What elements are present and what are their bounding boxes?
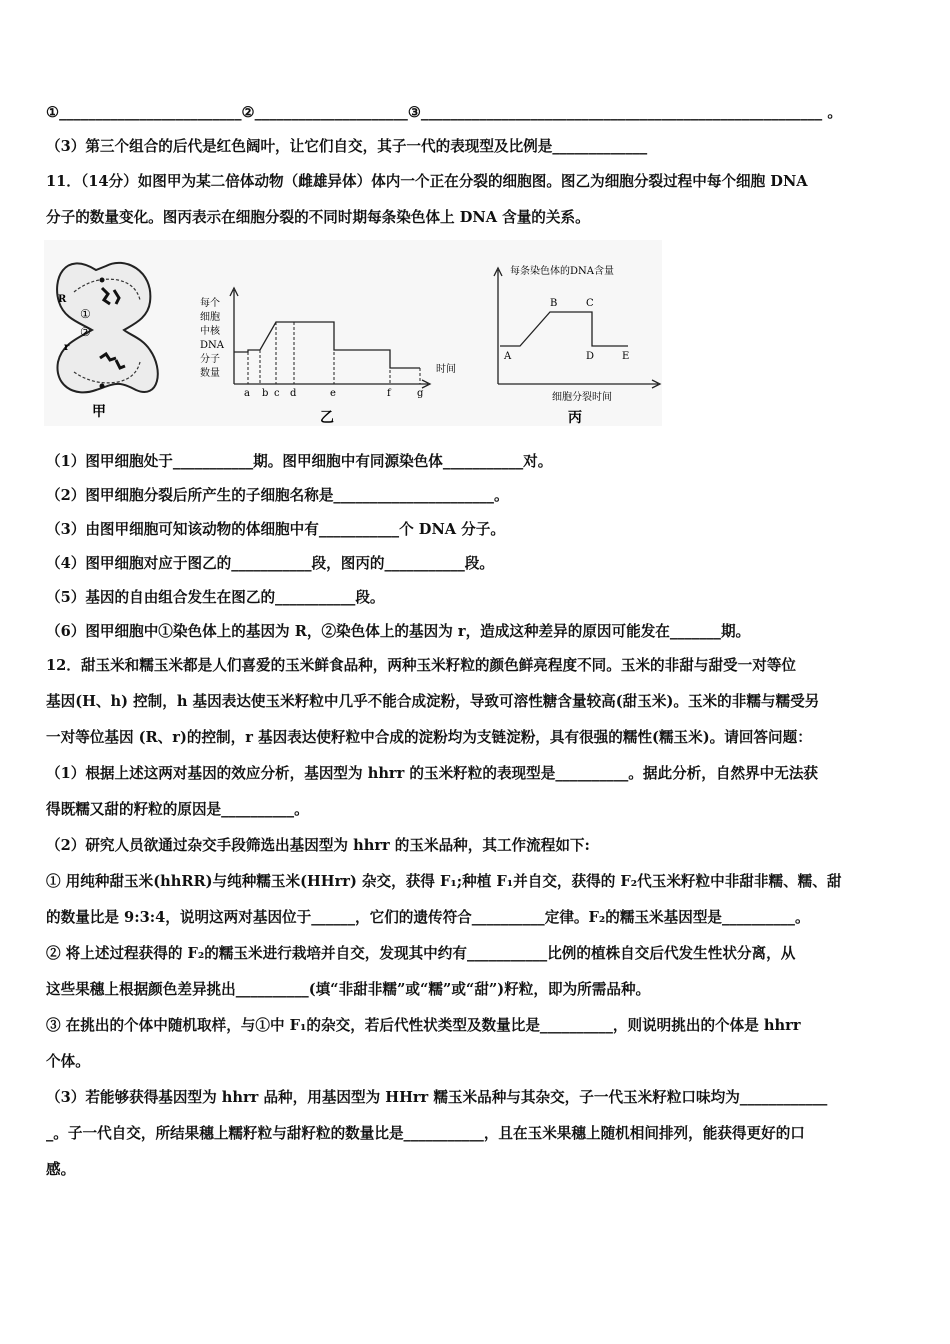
question-11-title: 11．（14分）如图甲为某二倍体动物（雌雄异体）体内一个正在分裂的细胞图。图乙为细胞分裂过程中每个细胞 DNA bbox=[46, 173, 808, 190]
figure-yi-series-line bbox=[234, 322, 420, 368]
figure-yi-xlabel: 时间 bbox=[436, 364, 456, 375]
figure-yi-ylabel: 细胞 bbox=[200, 312, 220, 323]
text-line: ① 用纯种甜玉米(hhRR)与纯种糯玉米(HHrr) 杂交，获得 F₁;种植 F₁并自交，获得的 F₂代玉米籽粒中非甜非糯、糯、甜 bbox=[46, 873, 842, 890]
figure-bing-point: C bbox=[586, 298, 594, 309]
text-line: （4）图甲细胞对应于图乙的___________段，图丙的___________段。 bbox=[46, 555, 494, 572]
text-line: 一对等位基因 (R、r)的控制，r 基因表达使籽粒中合成的淀粉均为支链淀粉，具有很强的糯性(糯玉米)。请回答问题： bbox=[46, 729, 812, 746]
text-line: （1）图甲细胞处于___________期。图甲细胞中有同源染色体___________对。 bbox=[46, 453, 553, 470]
text-line: ② 将上述过程获得的 F₂的糯玉米进行栽培并自交，发现其中约有___________比例的植株自交后代发生性状分离，从 bbox=[46, 945, 796, 962]
text-line: （5）基因的自由组合发生在图乙的___________段。 bbox=[46, 589, 385, 606]
figure-yi-tick: b bbox=[262, 388, 269, 399]
text-line: （3）由图甲细胞可知该动物的体细胞中有___________个 DNA 分子。 bbox=[46, 521, 505, 538]
figure-yi-tick: a bbox=[244, 388, 250, 399]
text-line: 得既糯又甜的籽粒的原因是__________。 bbox=[46, 801, 309, 818]
figure-yi-caption: 乙 bbox=[320, 410, 334, 426]
figure-bing-point: A bbox=[504, 351, 512, 362]
figure-bing-point: E bbox=[622, 351, 630, 362]
figure-jia-caption: 甲 bbox=[92, 404, 106, 420]
figure-yi-tick: c bbox=[274, 388, 280, 399]
figure-jia-label-r: r bbox=[64, 342, 70, 353]
text-line: （1）根据上述这两对基因的效应分析，基因型为 hhrr 的玉米籽粒的表现型是__________。据此分析，自然界中无法获 bbox=[46, 765, 819, 782]
text-line: 的数量比是 9:3:4，说明这两对基因位于______，它们的遗传符合__________定律。F₂的糯玉米基因型是__________。 bbox=[46, 909, 810, 926]
figure-yi-ylabel: 数量 bbox=[200, 368, 220, 379]
text-line: ③ 在挑出的个体中随机取样，与①中 F₁的杂交，若后代性状类型及数量比是__________，则说明挑出的个体是 hhrr bbox=[46, 1017, 801, 1034]
figure-yi-tick: f bbox=[387, 388, 391, 399]
text-line: 分子的数量变化。图丙表示在细胞分裂的不同时期每条染色体上 DNA 含量的关系。 bbox=[46, 209, 590, 226]
figure-yi-ylabel: 中核 bbox=[200, 326, 220, 337]
text-line: （3）若能够获得基因型为 hhrr 品种，用基因型为 HHrr 糯玉米品种与其杂交，子一代玉米籽粒口味均为____________ bbox=[46, 1089, 828, 1106]
figure-bing-point: D bbox=[586, 351, 595, 362]
figure-bing-point: B bbox=[550, 298, 558, 309]
text-line: （2）研究人员欲通过杂交手段筛选出基因型为 hhrr 的玉米品种，其工作流程如下: bbox=[46, 837, 590, 854]
figure-bing-ylabel: 每条染色体的DNA含量 bbox=[510, 266, 614, 277]
text-line: _。子一代自交，所结果穗上糯籽粒与甜籽粒的数量比是___________，且在玉米果穗上随机相间排列，能获得更好的口 bbox=[46, 1125, 805, 1142]
figure-yi-tick: d bbox=[290, 388, 297, 399]
figure-yi-tick: g bbox=[417, 388, 424, 399]
text-line: 感。 bbox=[46, 1161, 76, 1178]
figure-yi-ylabel: 分子 bbox=[200, 354, 220, 365]
text-line: （3）第三个组合的后代是红色阔叶，让它们自交，其子一代的表现型及比例是_____________ bbox=[46, 138, 648, 155]
figure-jia-label-1: ① bbox=[80, 307, 91, 321]
figure-jia-label-R: R bbox=[58, 294, 67, 305]
figure-bing-chart bbox=[494, 264, 660, 426]
text-line: ①_________________________②_____________________③_______________________________________________________ 。 bbox=[46, 104, 842, 121]
figure-jia-cell bbox=[57, 263, 158, 420]
figure-yi-ylabel: 每个 bbox=[200, 298, 220, 309]
text-line: 基因(H、h) 控制，h 基因表达使玉米籽粒中几乎不能合成淀粉，导致可溶性糖含量较高(甜玉米)。玉米的非糯与糯受另 bbox=[46, 693, 820, 710]
figure-yi-tick: e bbox=[330, 388, 336, 399]
question-12-title: 12．甜玉米和糯玉米都是人们喜爱的玉米鲜食品种，两种玉米籽粒的颜色鲜亮程度不同。玉米的非甜与甜受一对等位 bbox=[46, 657, 797, 674]
figure-bing-caption: 丙 bbox=[568, 410, 582, 426]
figure-bing-series-line bbox=[500, 312, 628, 346]
text-line: （2）图甲细胞分裂后所产生的子细胞名称是______________________。 bbox=[46, 487, 509, 504]
text-line: （6）图甲细胞中①染色体上的基因为 R，②染色体上的基因为 r，造成这种差异的原因可能发在_______期。 bbox=[46, 623, 751, 640]
figure-yi-chart bbox=[200, 288, 456, 426]
figure-bing-xlabel: 细胞分裂时间 bbox=[552, 392, 612, 403]
text-line: 个体。 bbox=[46, 1053, 90, 1070]
figure-jia-label-2: ② bbox=[80, 325, 91, 339]
text-line: 这些果穗上根据颜色差异挑出__________(填“非甜非糯”或“糯”或“甜”)籽粒，即为所需品种。 bbox=[46, 981, 651, 998]
figure-panel bbox=[44, 240, 662, 426]
figure-yi-ylabel: DNA bbox=[200, 340, 224, 351]
